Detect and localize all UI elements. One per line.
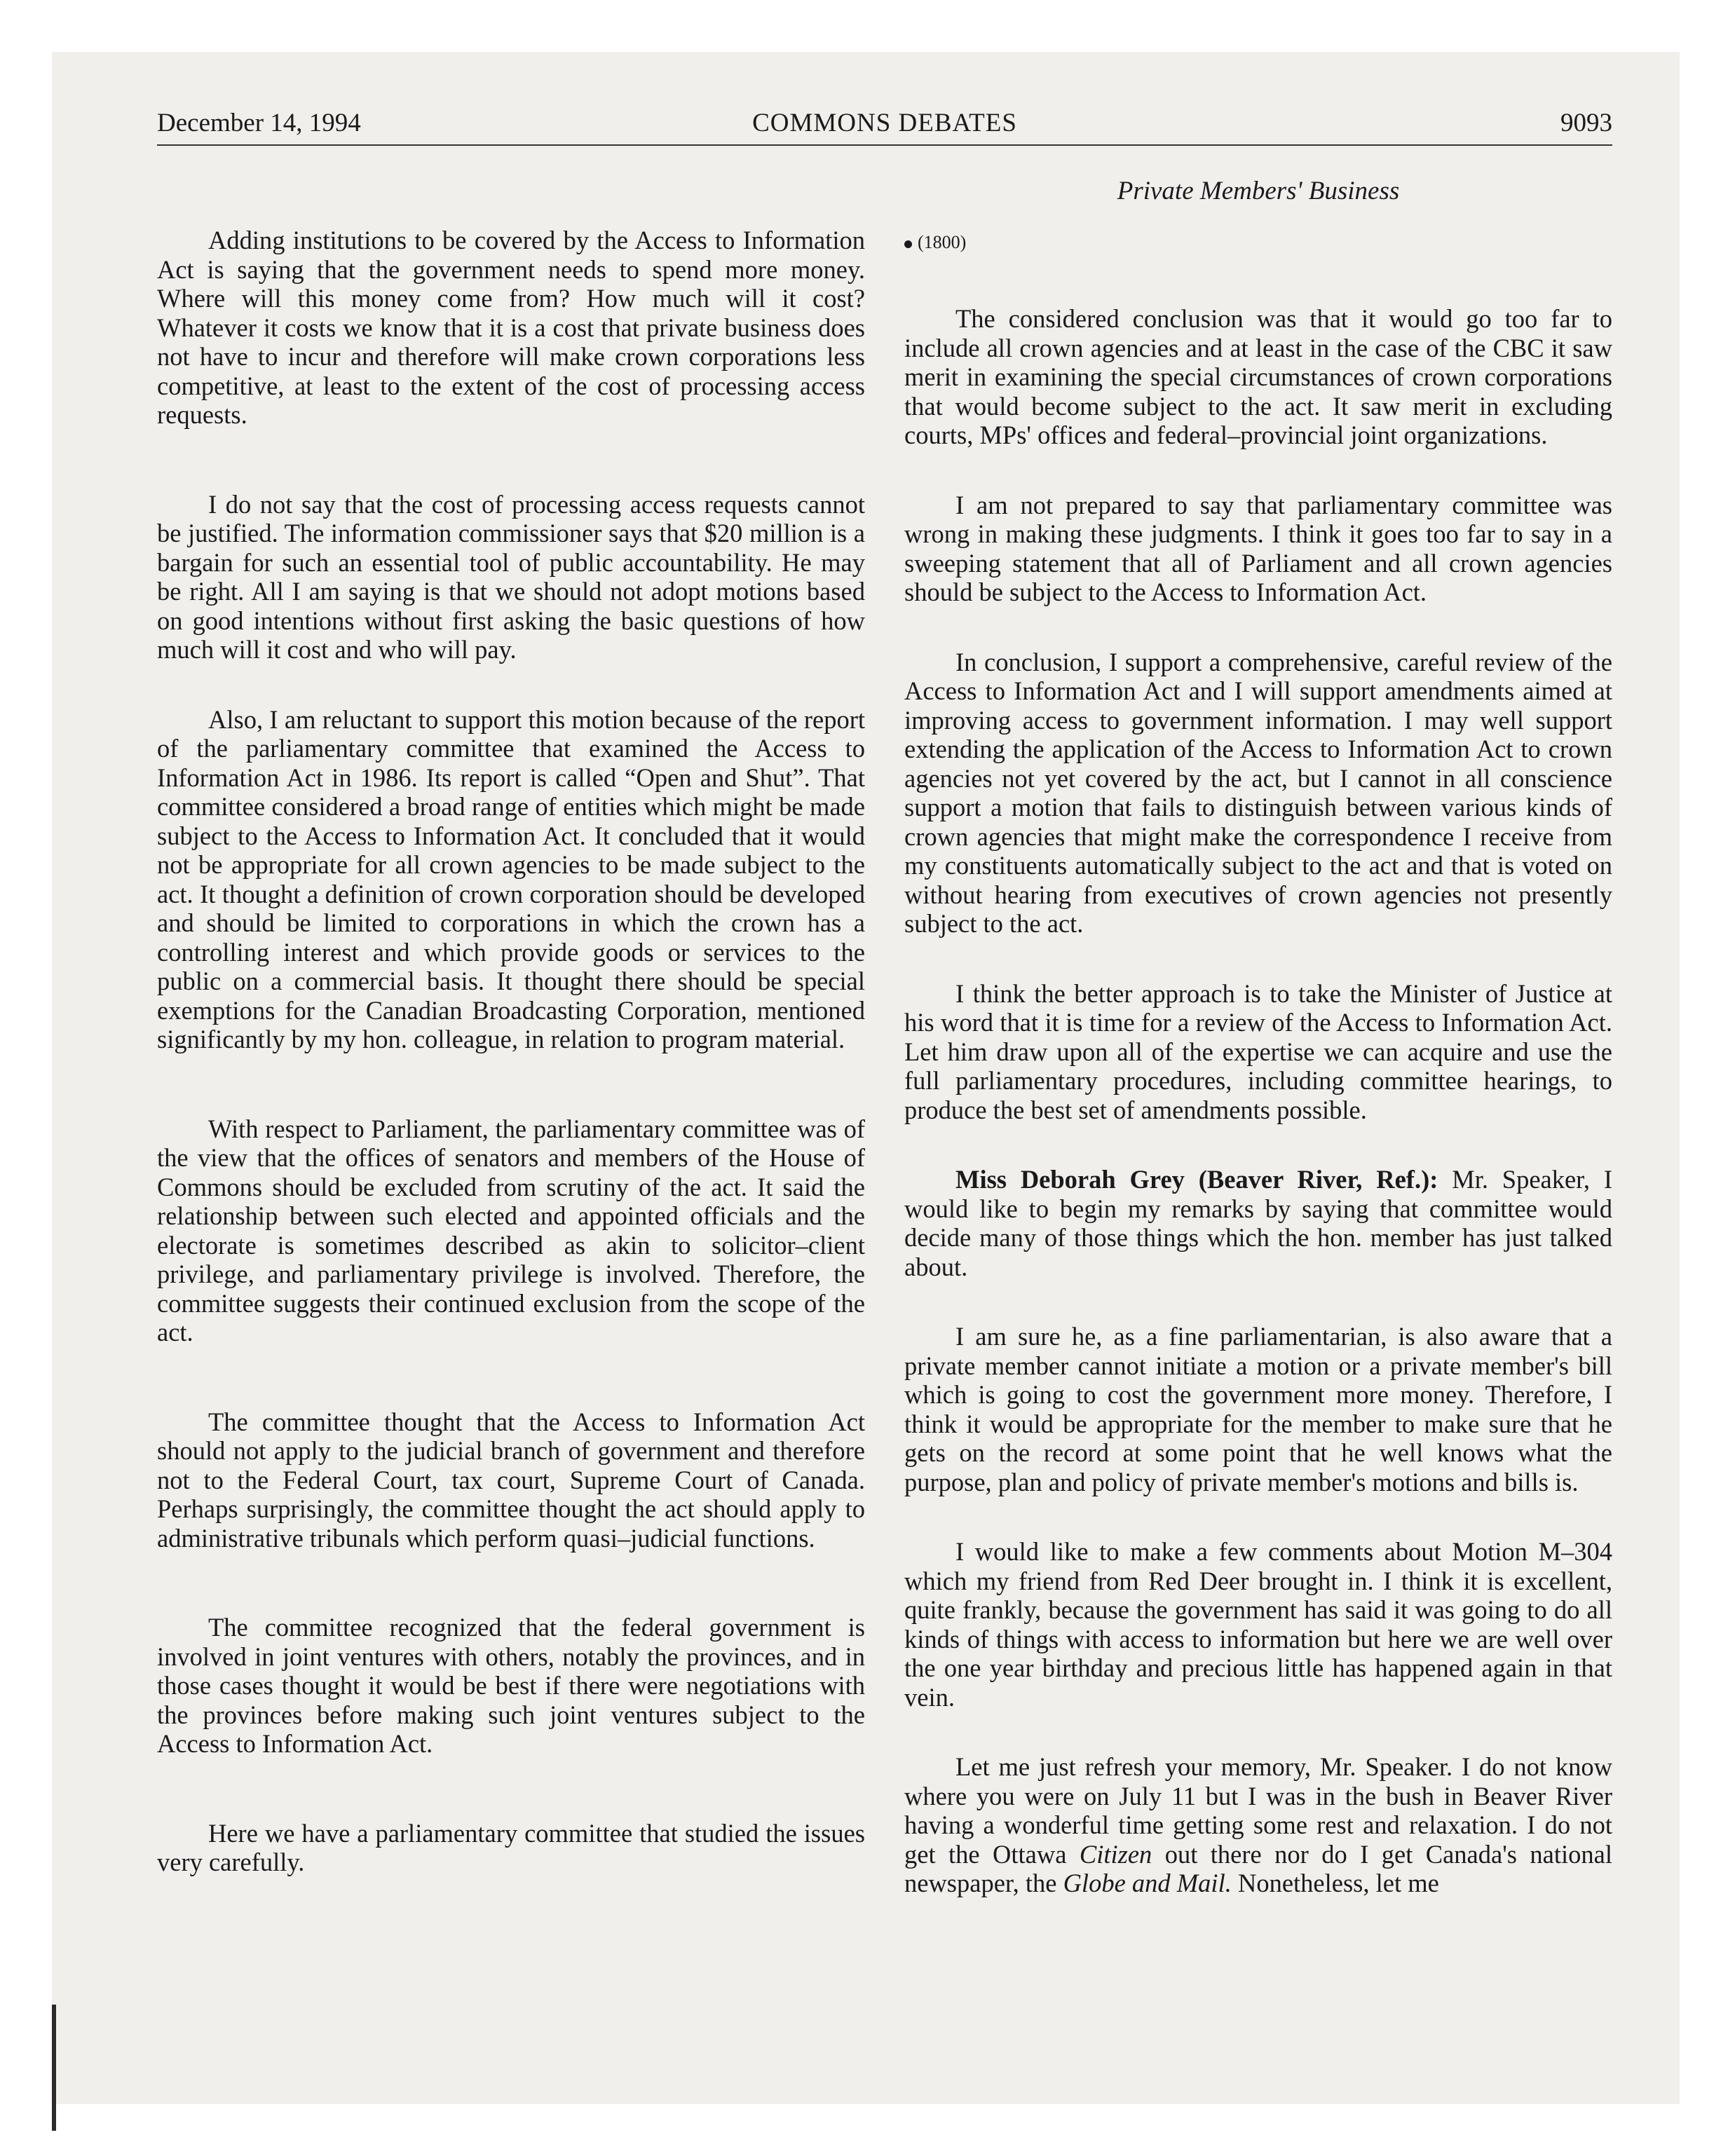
paragraph: I do not say that the cost of processing access requests cannot be justified. The information commissioner says that $20 million is a bargain for such an essential tool of public accountability. He may be right. All I am saying is that we should not adopt motions based on good intentions without first asking the basic questions of how much will it cost and who will pay. [157, 489, 865, 664]
page-header [157, 104, 1612, 143]
header-publication: COMMONS DEBATES [752, 109, 1017, 137]
text-run: Let me just refresh your memory, Mr. Speaker. I do not know where you were on July 11 but I was in the bush in Beaver River having a wonderful time getting some rest and relaxation. I do not get the Ottawa [904, 1752, 1612, 1869]
header-date: December 14, 1994 [157, 109, 361, 137]
paragraph: The considered conclusion was that it would go too far to include all crown agencies and at least in the case of the CBC it saw merit in examining the special circumstances of crown corporations that would become subject to the act. It saw merit in excluding courts, MPs' offices and federal–provincial joint organizations. [904, 304, 1612, 449]
speaker-name: Miss Deborah Grey (Beaver River, Ref.): [955, 1165, 1438, 1194]
running-head: Private Members' Business [1117, 177, 1400, 205]
text-run: out there nor do I get Canada's national newspaper, the [904, 1839, 1612, 1897]
paragraph: Adding institutions to be covered by the Access to Information Act is saying that the government needs to spend more money. Where will this money come from? How much will it cost? Whatever it costs we know that it is a cost that private business does not have to incur and therefore will make crown corporations less competitive, at least to the extent of the cost of processing access requests. [157, 226, 865, 429]
speaker-text: Mr. Speaker, I would like to begin my remarks by saying that committee would decide many of those things which the hon. member has just talked about. [904, 1165, 1612, 1281]
paragraph: The committee recognized that the federal government is involved in joint ventures with others, notably the provinces, and in those cases thought it would be best if there were negotiations with the provinces before making such joint ventures subject to the Access to Information Act. [157, 1613, 865, 1758]
timestamp [904, 226, 1612, 259]
paragraph: I am not prepared to say that parliamentary committee was wrong in making these judgments. I think it goes too far to say in a sweeping statement that all of Parliament and all crown agencies should be subject to the Access to Information Act. [904, 490, 1612, 606]
newspaper-name: Citizen [1079, 1839, 1152, 1869]
header-page-number: 9093 [1560, 109, 1612, 137]
paragraph: With respect to Parliament, the parliamentary committee was of the view that the offices of senators and members of the House of Commons should be excluded from scrutiny of the act. It said the relationship between such elected and appointed officials and the electorate is sometimes described as akin to solicitor–client privilege, and parliamentary privilege is involved. Therefore, the committee suggests their continued exclusion from the scope of the act. [157, 1114, 865, 1346]
scan-edge-shadow [52, 2005, 56, 2131]
paragraph: In conclusion, I support a comprehensive, careful review of the Access to Information Act and I will support amendments aimed at improving access to government information. I may well support extending the application of the Access to Information Act to crown agencies not yet covered by the act, but I cannot in all conscience support a motion that fails to distinguish between various kinds of crown agencies that might make the correspondence I receive from my constituents automatically subject to the act and that is voted on without hearing from executives of crown agencies not presently subject to the act. [904, 647, 1612, 938]
bullet-icon [904, 240, 912, 248]
paragraph: I am sure he, as a fine parliamentarian, is also aware that a private member cannot initiate a motion or a private member's bill which is going to cost the government more money. Therefore, I think it would be appropriate for the member to make sure that he gets on the record at some point that he well knows what the purpose, plan and policy of private member's motions and bills is. [904, 1322, 1612, 1496]
paragraph: Here we have a parliamentary committee that studied the issues very carefully. [157, 1818, 865, 1876]
paragraph: Also, I am reluctant to support this motion because of the report of the parliamentary committee that examined the Access to Information Act in 1986. Its report is called “Open and Shut”. That committee considered a broad range of entities which might be made subject to the Access to Information Act. It concluded that it would not be appropriate for all crown agencies to be made subject to the act. It thought a definition of crown corporation should be developed and should be limited to corporations in which the crown has a controlling interest and which provide goods or services to the public on a commercial basis. It thought there should be special exemptions for the Canadian Broadcasting Corporation, mentioned significantly by my hon. colleague, in relation to program material. [157, 704, 865, 1053]
paragraph: I think the better approach is to take the Minister of Justice at his word that it is time for a review of the Access to Information Act. Let him draw upon all of the expertise we can acquire and use the full parliamentary procedures, including committee hearings, to produce the best set of amendments possible. [904, 978, 1612, 1124]
speaker-paragraph [904, 1165, 1612, 1281]
right-column [904, 226, 1612, 1939]
paragraph: The committee thought that the Access to Information Act should not apply to the judicial branch of government and therefore not to the Federal Court, tax court, Supreme Court of Canada. Perhaps surprisingly, the committee thought the act should apply to administrative tribunals which perform quasi–judicial functions. [157, 1407, 865, 1553]
paragraph: I would like to make a few comments about Motion M–304 which my friend from Red Deer brought in. I think it is excellent, quite frankly, because the government has said it was going to do all kinds of things with access to information but here we are well over the one year birthday and precious little has happened again in that vein. [904, 1537, 1612, 1712]
left-column [157, 226, 865, 1937]
text-run: Nonetheless, let me [1231, 1869, 1439, 1897]
header-rule [157, 144, 1612, 146]
newspaper-name: Globe and Mail. [1063, 1869, 1232, 1897]
final-paragraph [904, 1752, 1612, 1898]
timestamp-text: (1800) [918, 232, 967, 252]
